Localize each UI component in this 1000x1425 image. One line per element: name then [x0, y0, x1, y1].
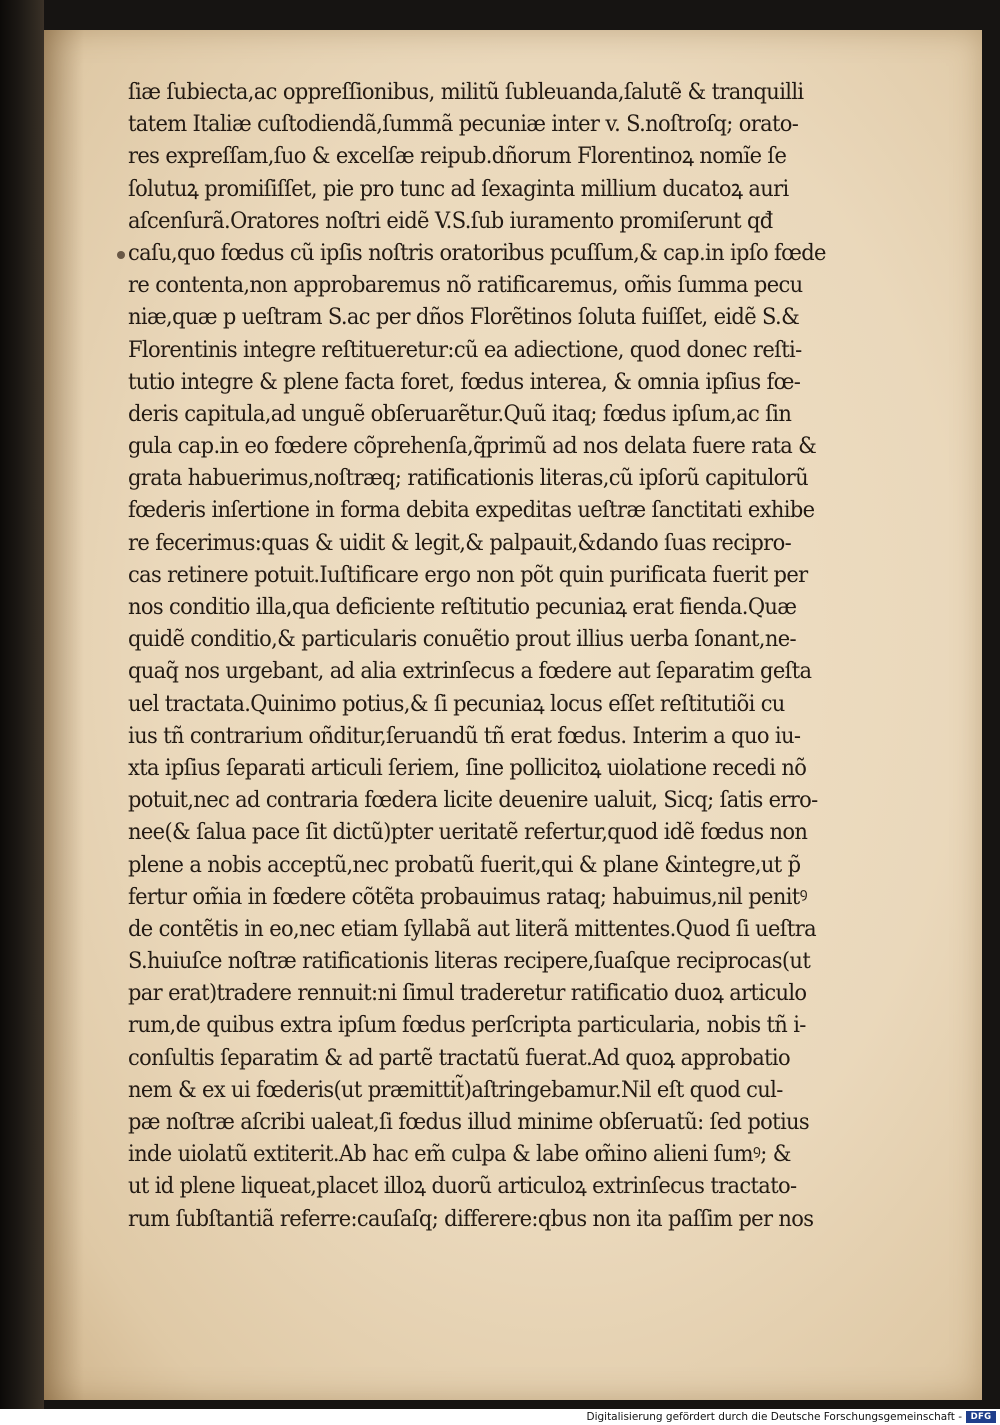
text-line: xta ipſius ſeparati articuli ſeriem, ſine pollicitoꝝ uiolatione recedi nõ: [128, 754, 807, 781]
text-line: quidẽ conditio,& particularis conuẽtio prout illius uerba ſonant,ne-: [128, 626, 796, 653]
text-line: ſolutuꝝ promiſiſſet, pie pro tunc ad ſexaginta millium ducatoꝝ auri: [128, 175, 789, 202]
text-line: pæ noſtræ aſcribi ualeat,ſi fœdus illud minime obſeruatũ: ſed potius: [128, 1109, 810, 1135]
text-line: res expreſſam,ſuo & excelſæ reipub.dñorum Florentinoꝝ nomĩe ſe: [128, 143, 787, 170]
text-line: aſcenſurã.Oratores noſtri eidẽ V.S.ſub iuramento promiſerunt qđ: [128, 207, 773, 234]
text-line: grata habuerimus,noſtræq; ratificationis literas,cũ ipſorũ capitulorũ: [128, 465, 808, 492]
text-line: ſiæ ſubiecta,ac oppreſſionibus, militũ ſubleuanda,ſalutẽ & tranquilli: [128, 79, 804, 105]
text-line: re fecerimus:quas & uidit & legit,& palpauit,&dando ſuas recipro-: [128, 529, 792, 556]
text-line: re contenta,non approbaremus nõ ratificaremus, om̃is ſumma pecu: [128, 272, 803, 299]
text-line: caſu,quo fœdus cũ ipſis noſtris oratoribus pcuſſum,& cap.in ipſo fœde: [128, 239, 826, 266]
text-line: tutio integre & plene facta foret, fœdus interea, & omnia ipſius fœ-: [128, 368, 801, 395]
text-line: S.huiuſce noſtræ ratificationis literas recipere,ſuaſque reciprocas(ut: [128, 948, 811, 975]
text-line: de contẽtis in eo,nec etiam ſyllabã aut literã mittentes.Quod ſi ueſtra: [128, 915, 816, 942]
book-binding-edge: [0, 0, 44, 1409]
text-line: gula cap.in eo fœdere cõprehenſa,q̃primũ ad nos delata fuere rata &: [128, 433, 817, 460]
text-line: inde uiolatũ extiterit.Ab hac em̃ culpa & labe om̃ino alieni ſumꝰ; &: [128, 1141, 791, 1168]
text-line: rum ſubſtantiã referre:cauſaſq; differere:qbus non ita paſſim per nos: [128, 1205, 814, 1232]
text-line: par erat)tradere rennuit:ni ſimul traderetur ratificatio duoꝝ articulo: [128, 980, 807, 1007]
text-line: niæ,quæ p ueſtram S.ac per dños Florẽtinos ſoluta fuiſſet, eidẽ S.&: [128, 304, 800, 331]
text-line: quaq̃ nos urgebant, ad alia extrinſecus a fœdere aut ſeparatim geſta: [128, 658, 812, 685]
text-line: plene a nobis acceptũ,nec probatũ fuerit,qui & plane &integre,ut p̃: [128, 851, 801, 878]
text-line: nos conditio illa,qua deficiente reſtitutio pecuniaꝝ erat fienda.Quæ: [128, 594, 797, 620]
text-line: ut id plene liqueat,placet illoꝝ duorũ articuloꝝ extrinſecus tractato-: [128, 1173, 797, 1200]
text-line: nee(& ſalua pace ſit dictũ)pter ueritatẽ refertur,quod idẽ fœdus non: [128, 819, 808, 846]
page-gutter-shadow: [44, 30, 84, 1400]
dfg-logo: DFG: [966, 1411, 996, 1423]
text-line: potuit,nec ad contraria fœdera licite deuenire ualuit, Sicq; ſatis erro-: [128, 787, 818, 814]
text-line: uel tractata.Quinimo potius,& ſi pecuniaꝝ locus eſſet reſtitutiõi cu: [128, 690, 785, 717]
text-line: cas retinere potuit.Iuſtificare ergo non põt quin purificata fuerit per: [128, 561, 808, 588]
text-line: conſultis ſeparatim & ad partẽ tractatũ fuerat.Ad quoꝝ approbatio: [128, 1044, 790, 1071]
text-line: Florentinis integre reſtitueretur:cũ ea adiectione, quod donec reſti-: [128, 336, 802, 363]
text-line: nem & ex ui fœderis(ut præmittit̃)aſtringebamur.Nil eſt quod cul-: [128, 1076, 783, 1103]
funding-credit: Digitalisierung gefördert durch die Deutsche Forschungsgemeinschaft -: [586, 1411, 962, 1423]
page-text-block: [128, 76, 908, 1235]
text-line: deris capitula,ad unguẽ obſeruarẽtur.Quũ itaq; fœdus ipſum,ac ſin: [128, 400, 792, 427]
text-line: fertur om̃ia in fœdere cõtẽta probauimus rataq; habuimus,nil penitꝰ: [128, 883, 807, 910]
text-line: rum,de quibus extra ipſum fœdus perſcripta particularia, nobis tñ i-: [128, 1012, 806, 1039]
ink-spot: [117, 251, 125, 259]
text-line: tatem Italiæ cuſtodiendã,ſummã pecuniæ inter v. S.noſtroſq; orato-: [128, 111, 799, 138]
text-line: fœderis inſertione in forma debita expeditas ueſtræ ſanctitati exhibe: [128, 497, 815, 524]
text-line: ius tñ contrarium oñditur,ſeruandũ tñ erat fœdus. Interim a quo iu-: [128, 722, 801, 749]
